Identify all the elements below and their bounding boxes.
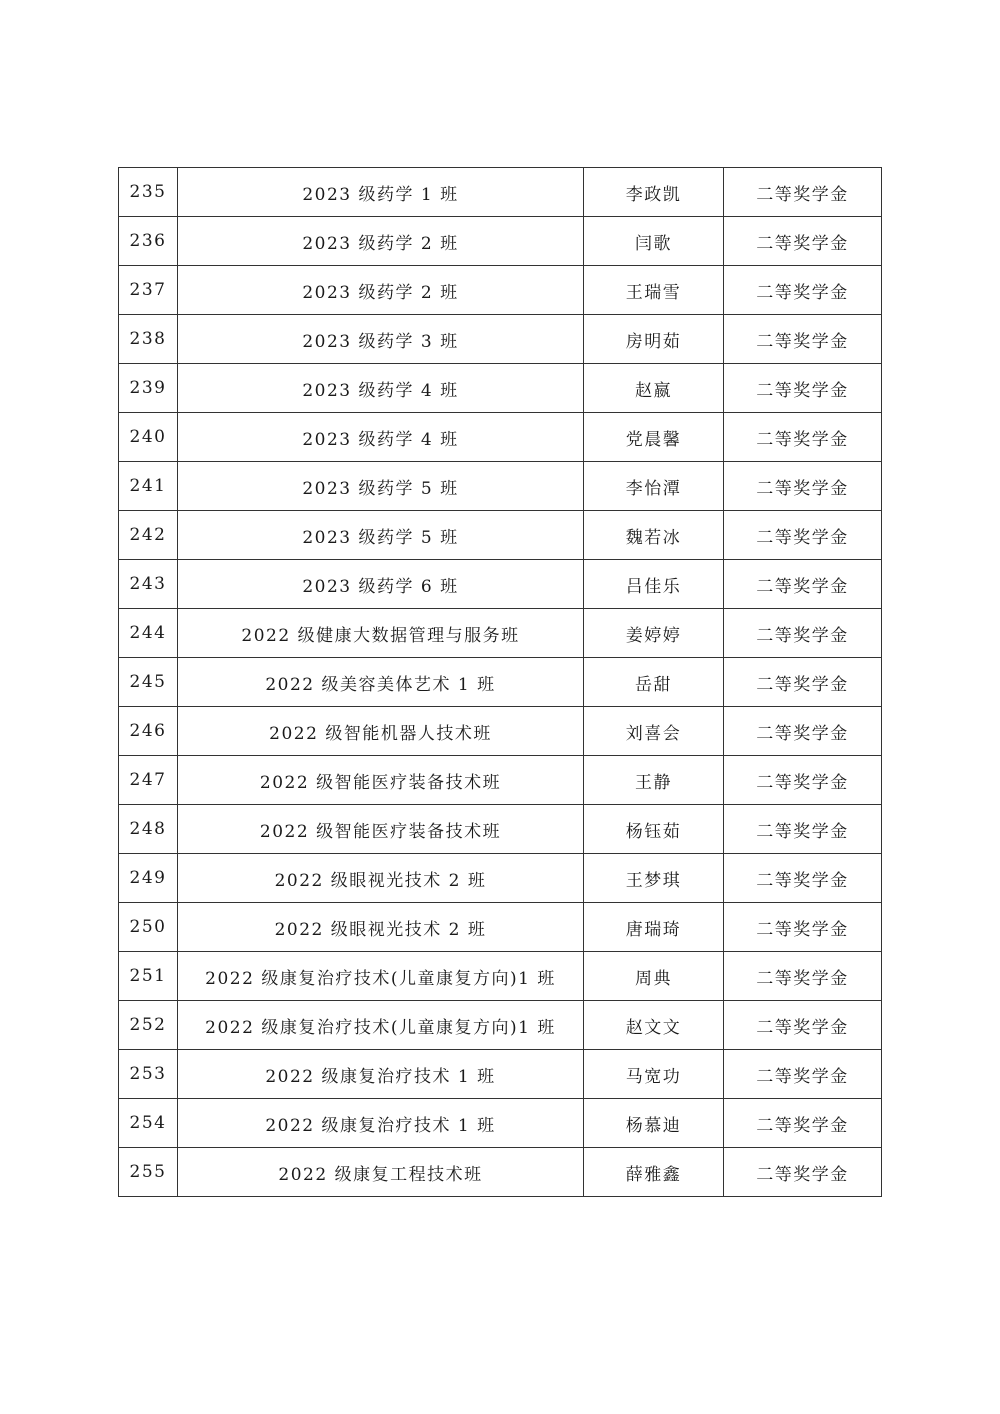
class-name: 2023 级药学 2 班 [178, 266, 584, 315]
class-name: 2023 级药学 3 班 [178, 315, 584, 364]
table-body [119, 168, 882, 1197]
student-name: 魏若冰 [584, 511, 724, 560]
class-name: 2022 级健康大数据管理与服务班 [178, 609, 584, 658]
student-name: 王瑞雪 [584, 266, 724, 315]
table-row [119, 1050, 882, 1099]
row-number: 254 [119, 1099, 178, 1148]
table-row [119, 217, 882, 266]
row-number: 240 [119, 413, 178, 462]
class-name: 2022 级眼视光技术 2 班 [178, 903, 584, 952]
row-number: 242 [119, 511, 178, 560]
class-name: 2023 级药学 5 班 [178, 511, 584, 560]
row-number: 252 [119, 1001, 178, 1050]
table-row [119, 756, 882, 805]
row-number: 251 [119, 952, 178, 1001]
award-level: 二等奖学金 [724, 511, 882, 560]
award-level: 二等奖学金 [724, 1050, 882, 1099]
table-row [119, 952, 882, 1001]
table-row [119, 1148, 882, 1197]
student-name: 党晨馨 [584, 413, 724, 462]
row-number: 237 [119, 266, 178, 315]
class-name: 2022 级康复治疗技术(儿童康复方向)1 班 [178, 1001, 584, 1050]
row-number: 246 [119, 707, 178, 756]
class-name: 2022 级眼视光技术 2 班 [178, 854, 584, 903]
award-level: 二等奖学金 [724, 756, 882, 805]
student-name: 李怡潭 [584, 462, 724, 511]
table-row [119, 658, 882, 707]
class-name: 2023 级药学 4 班 [178, 364, 584, 413]
row-number: 236 [119, 217, 178, 266]
student-name: 薛雅鑫 [584, 1148, 724, 1197]
table-row [119, 1099, 882, 1148]
student-name: 王静 [584, 756, 724, 805]
award-level: 二等奖学金 [724, 658, 882, 707]
student-name: 周典 [584, 952, 724, 1001]
class-name: 2023 级药学 4 班 [178, 413, 584, 462]
table-row [119, 511, 882, 560]
student-name: 刘喜会 [584, 707, 724, 756]
class-name: 2023 级药学 1 班 [178, 168, 584, 217]
row-number: 255 [119, 1148, 178, 1197]
class-name: 2023 级药学 6 班 [178, 560, 584, 609]
award-level: 二等奖学金 [724, 462, 882, 511]
student-name: 马宽功 [584, 1050, 724, 1099]
class-name: 2022 级康复治疗技术(儿童康复方向)1 班 [178, 952, 584, 1001]
class-name: 2023 级药学 5 班 [178, 462, 584, 511]
award-level: 二等奖学金 [724, 952, 882, 1001]
class-name: 2022 级康复治疗技术 1 班 [178, 1099, 584, 1148]
table-row [119, 560, 882, 609]
table-row [119, 707, 882, 756]
award-level: 二等奖学金 [724, 609, 882, 658]
award-level: 二等奖学金 [724, 1001, 882, 1050]
student-name: 唐瑞琦 [584, 903, 724, 952]
award-level: 二等奖学金 [724, 1099, 882, 1148]
row-number: 244 [119, 609, 178, 658]
row-number: 243 [119, 560, 178, 609]
table-row [119, 854, 882, 903]
award-level: 二等奖学金 [724, 413, 882, 462]
student-name: 李政凯 [584, 168, 724, 217]
award-level: 二等奖学金 [724, 805, 882, 854]
class-name: 2022 级智能机器人技术班 [178, 707, 584, 756]
table-row [119, 462, 882, 511]
class-name: 2022 级康复工程技术班 [178, 1148, 584, 1197]
award-level: 二等奖学金 [724, 707, 882, 756]
table-row [119, 1001, 882, 1050]
award-level: 二等奖学金 [724, 168, 882, 217]
row-number: 239 [119, 364, 178, 413]
award-level: 二等奖学金 [724, 854, 882, 903]
student-name: 闫歌 [584, 217, 724, 266]
table-row [119, 364, 882, 413]
table-row [119, 609, 882, 658]
table-row [119, 315, 882, 364]
student-name: 吕佳乐 [584, 560, 724, 609]
row-number: 247 [119, 756, 178, 805]
class-name: 2022 级智能医疗装备技术班 [178, 805, 584, 854]
award-level: 二等奖学金 [724, 217, 882, 266]
student-name: 王梦琪 [584, 854, 724, 903]
student-name: 房明茹 [584, 315, 724, 364]
award-level: 二等奖学金 [724, 903, 882, 952]
class-name: 2022 级康复治疗技术 1 班 [178, 1050, 584, 1099]
student-name: 杨慕迪 [584, 1099, 724, 1148]
table-row [119, 413, 882, 462]
row-number: 249 [119, 854, 178, 903]
student-name: 赵嬴 [584, 364, 724, 413]
table-row [119, 805, 882, 854]
row-number: 245 [119, 658, 178, 707]
row-number: 248 [119, 805, 178, 854]
table-row [119, 168, 882, 217]
student-name: 赵文文 [584, 1001, 724, 1050]
row-number: 235 [119, 168, 178, 217]
row-number: 238 [119, 315, 178, 364]
award-level: 二等奖学金 [724, 266, 882, 315]
scholarship-table [118, 167, 882, 1197]
award-level: 二等奖学金 [724, 315, 882, 364]
award-level: 二等奖学金 [724, 364, 882, 413]
class-name: 2022 级美容美体艺术 1 班 [178, 658, 584, 707]
row-number: 241 [119, 462, 178, 511]
student-name: 杨钰茹 [584, 805, 724, 854]
award-level: 二等奖学金 [724, 560, 882, 609]
class-name: 2022 级智能医疗装备技术班 [178, 756, 584, 805]
student-name: 姜婷婷 [584, 609, 724, 658]
award-level: 二等奖学金 [724, 1148, 882, 1197]
table-row [119, 266, 882, 315]
class-name: 2023 级药学 2 班 [178, 217, 584, 266]
row-number: 250 [119, 903, 178, 952]
student-name: 岳甜 [584, 658, 724, 707]
row-number: 253 [119, 1050, 178, 1099]
table-row [119, 903, 882, 952]
